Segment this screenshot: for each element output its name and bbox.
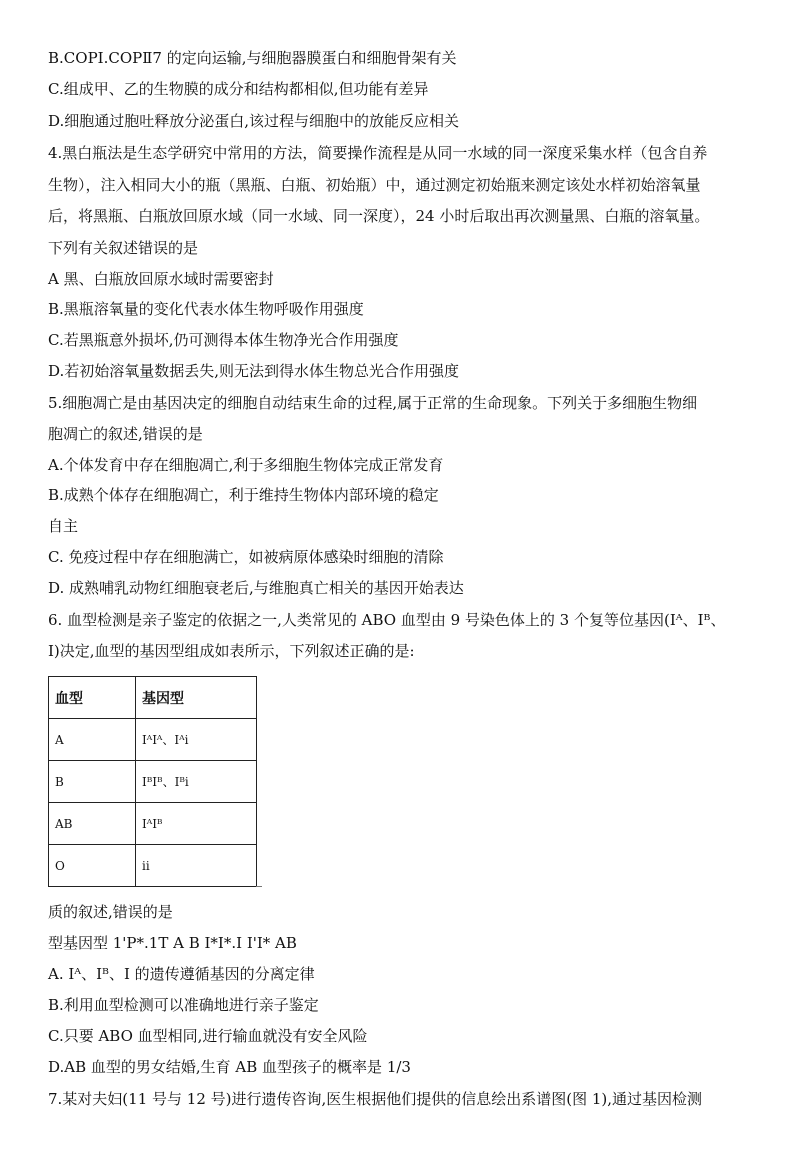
question-6-stem-line1: 6. 血型检测是亲子鉴定的依据之一,人类常见的 ABO 血型由 9 号染色体上的 3 个复等位基因(Iᴬ、Iᴮ、 <box>48 611 726 629</box>
option-d-q4: D.若初始溶氧量数据丢失,则无法到得水体生物总光合作用强度 <box>48 362 460 380</box>
header-blood-type: 血型 <box>49 677 136 719</box>
option-c-q5: C. 免疫过程中存在细胞满亡，如被病原体感染时细胞的清除 <box>48 548 444 566</box>
option-c-q4: C.若黑瓶意外损坏,仍可测得本体生物净光合作用强度 <box>48 331 399 349</box>
option-a-q5: A.个体发育中存在细胞凋亡,利于多细胞生物体完成正常发育 <box>48 456 444 474</box>
question-6-fragment: 质的叙述,错误的是 <box>48 903 173 921</box>
cell-blood-type: AB <box>49 803 136 845</box>
table-row <box>49 803 257 845</box>
option-b-q4: B.黑瓶溶氧量的变化代表水体生物呼吸作用强度 <box>48 300 364 318</box>
stray-text: 自主 <box>48 517 79 535</box>
question-5-stem-line1: 5.细胞凋亡是由基因决定的细胞自动结束生命的过程,属于正常的生命现象。下列关于多细胞生物细 <box>48 394 698 412</box>
option-b-q3: B.COPI.COPⅡ7 的定向运输,与细胞器膜蛋白和细胞骨架有关 <box>48 49 457 67</box>
question-4-stem-line3: 后，将黑瓶、白瓶放回原水域（同一水域、同一深度），24 小时后取出再次测量黑、白瓶的溶氧量。 <box>48 207 710 225</box>
cell-genotype: IᴬIᴬ、Iᴬi <box>136 719 257 761</box>
cell-genotype: ii <box>136 845 257 887</box>
cell-genotype: IᴮIᴮ、Iᴮi <box>136 761 257 803</box>
cell-blood-type: A <box>49 719 136 761</box>
option-d-q6: D.AB 血型的男女结婚,生育 AB 血型孩子的概率是 1/3 <box>48 1058 411 1076</box>
question-4-stem-line2: 生物），注入相同大小的瓶（黑瓶、白瓶、初始瓶）中，通过测定初始瓶来测定该处水样初始溶氧量 <box>48 176 701 194</box>
table-edge-mark <box>256 886 262 887</box>
question-4-stem-line4: 下列有关叙述错误的是 <box>48 239 199 257</box>
question-6-stem-line2: I)决定,血型的基因型组成如表所示，下列叙述正确的是: <box>48 642 415 660</box>
option-c-q6: C.只要 ABO 血型相同,进行输血就没有安全风险 <box>48 1027 368 1045</box>
cell-genotype: IᴬIᴮ <box>136 803 257 845</box>
garbled-line: 型基因型 1'P*.1T A B I*I*.I I'I* AB <box>48 934 297 952</box>
question-5-stem-line2: 胞凋亡的叙述,错误的是 <box>48 425 203 443</box>
question-4-stem-line1: 4.黑白瓶法是生态学研究中常用的方法，简要操作流程是从同一水域的同一深度采集水样（包含自养 <box>48 144 708 162</box>
cell-blood-type: B <box>49 761 136 803</box>
table-row <box>49 719 257 761</box>
option-a-q6: A. Iᴬ、Iᴮ、I 的遗传遵循基因的分离定律 <box>48 965 315 983</box>
option-a-q4: A 黑、白瓶放回原水域时需要密封 <box>48 270 274 288</box>
table-row <box>49 761 257 803</box>
option-d-q5: D. 成熟哺乳动物红细胞衰老后,与维胞真亡相关的基因开始表达 <box>48 579 464 597</box>
blood-type-table <box>48 676 257 887</box>
option-c-q3: C.组成甲、乙的生物膜的成分和结构都相似,但功能有差异 <box>48 80 429 98</box>
option-b-q5: B.成熟个体存在细胞凋亡，利于维持生物体内部环境的稳定 <box>48 486 439 504</box>
cell-blood-type: O <box>49 845 136 887</box>
option-d-q3: D.细胞通过胞吐释放分泌蛋白,该过程与细胞中的放能反应相关 <box>48 112 460 130</box>
table-header-row <box>49 677 257 719</box>
header-genotype: 基因型 <box>136 677 257 719</box>
option-b-q6: B.利用血型检测可以准确地进行亲子鉴定 <box>48 996 319 1014</box>
question-7-stem-line1: 7.某对夫妇(11 号与 12 号)进行遗传咨询,医生根据他们提供的信息绘出系谱图(图 1),通过基因检测 <box>48 1090 703 1108</box>
table-row <box>49 845 257 887</box>
